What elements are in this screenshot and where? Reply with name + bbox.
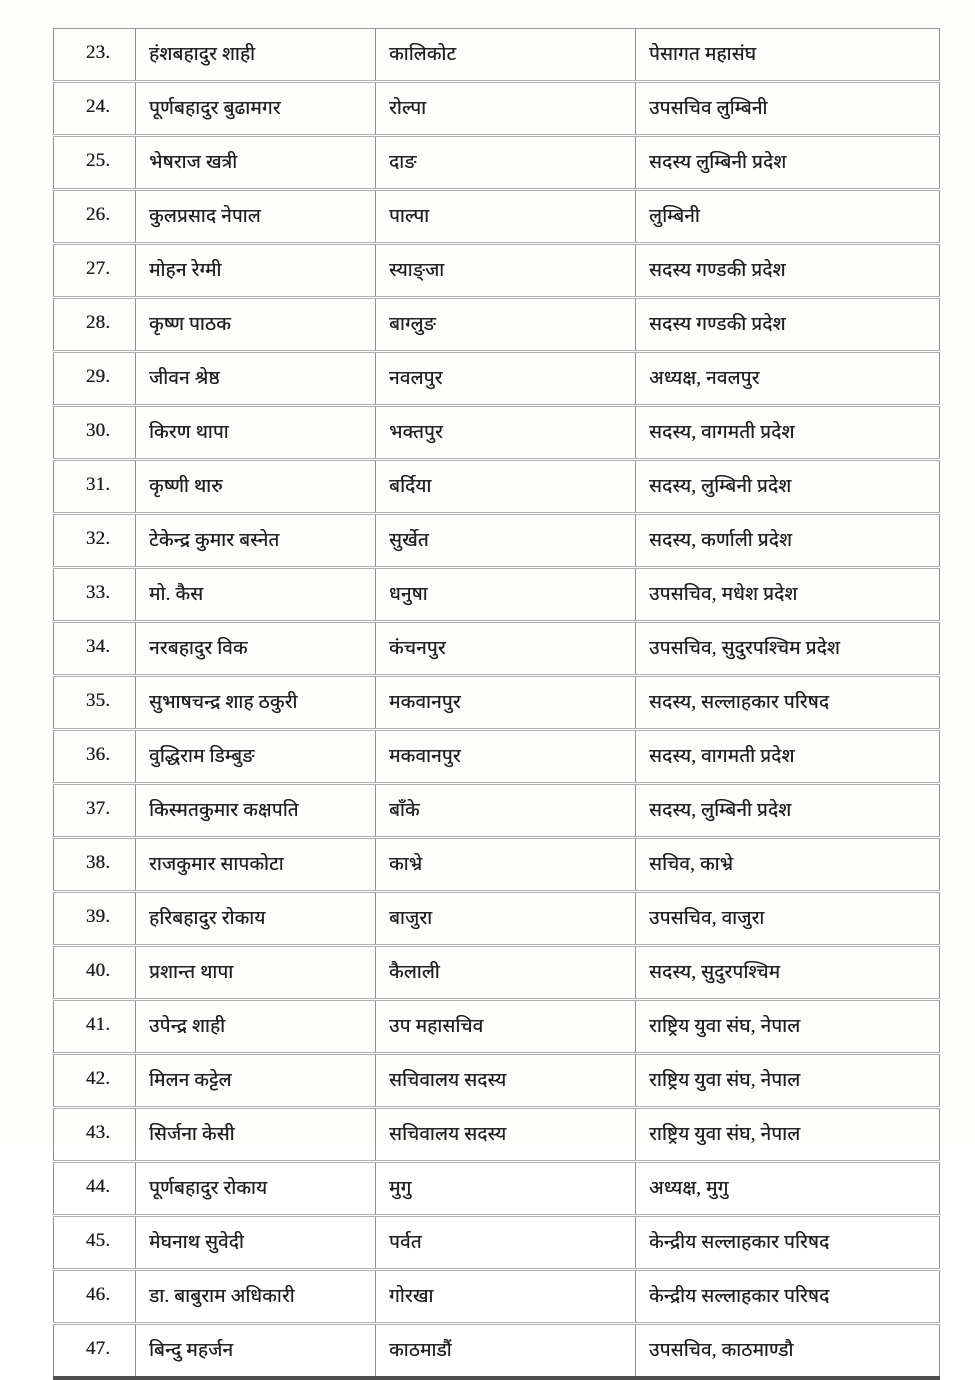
table-row: [54, 136, 940, 190]
table-row: [54, 784, 940, 838]
name-cell: मेघनाथ सुवेदी: [136, 1216, 376, 1270]
table-row: [54, 244, 940, 298]
serial-cell: 29.: [54, 352, 136, 406]
district-cell: धनुषा: [376, 568, 636, 622]
position-cell: सदस्य, वागमती प्रदेश: [636, 406, 940, 460]
member-roster-table: [53, 28, 940, 1380]
table-row: [54, 1108, 940, 1162]
district-cell: पर्वत: [376, 1216, 636, 1270]
serial-cell: 32.: [54, 514, 136, 568]
position-cell: राष्ट्रिय युवा संघ, नेपाल: [636, 1108, 940, 1162]
position-cell: सदस्य, वागमती प्रदेश: [636, 730, 940, 784]
serial-cell: 43.: [54, 1108, 136, 1162]
table-row: [54, 82, 940, 136]
district-cell: दाङ: [376, 136, 636, 190]
serial-cell: 31.: [54, 460, 136, 514]
district-cell: स्याङ्जा: [376, 244, 636, 298]
name-cell: राजकुमार सापकोटा: [136, 838, 376, 892]
name-cell: मो. कैस: [136, 568, 376, 622]
district-cell: बाँके: [376, 784, 636, 838]
position-cell: सदस्य गण्डकी प्रदेश: [636, 244, 940, 298]
district-cell: भक्तपुर: [376, 406, 636, 460]
position-cell: उपसचिव, वाजुरा: [636, 892, 940, 946]
serial-cell: 25.: [54, 136, 136, 190]
table-row: [54, 1054, 940, 1108]
name-cell: उपेन्द्र शाही: [136, 1000, 376, 1054]
district-cell: सचिवालय सदस्य: [376, 1108, 636, 1162]
serial-cell: 39.: [54, 892, 136, 946]
serial-cell: 27.: [54, 244, 136, 298]
position-cell: राष्ट्रिय युवा संघ, नेपाल: [636, 1054, 940, 1108]
position-cell: सदस्य लुम्बिनी प्रदेश: [636, 136, 940, 190]
district-cell: बर्दिया: [376, 460, 636, 514]
name-cell: किस्मतकुमार कक्षपति: [136, 784, 376, 838]
position-cell: उपसचिव, काठमाण्डौ: [636, 1324, 940, 1379]
name-cell: जीवन श्रेष्ठ: [136, 352, 376, 406]
table-body: [54, 29, 940, 1379]
name-cell: हंशबहादुर शाही: [136, 29, 376, 82]
table-row: [54, 298, 940, 352]
table-row: [54, 190, 940, 244]
serial-cell: 28.: [54, 298, 136, 352]
serial-cell: 42.: [54, 1054, 136, 1108]
position-cell: उपसचिव, मधेश प्रदेश: [636, 568, 940, 622]
position-cell: सदस्य, लुम्बिनी प्रदेश: [636, 784, 940, 838]
serial-cell: 47.: [54, 1324, 136, 1379]
district-cell: काभ्रे: [376, 838, 636, 892]
district-cell: मुगु: [376, 1162, 636, 1216]
table-row: [54, 730, 940, 784]
name-cell: हरिबहादुर रोकाय: [136, 892, 376, 946]
serial-cell: 35.: [54, 676, 136, 730]
district-cell: कालिकोट: [376, 29, 636, 82]
table-row: [54, 676, 940, 730]
name-cell: पूर्णबहादुर बुढामगर: [136, 82, 376, 136]
serial-cell: 46.: [54, 1270, 136, 1324]
position-cell: पेसागत महासंघ: [636, 29, 940, 82]
district-cell: मकवानपुर: [376, 676, 636, 730]
district-cell: बाग्लुङ: [376, 298, 636, 352]
district-cell: सुर्खेत: [376, 514, 636, 568]
serial-cell: 44.: [54, 1162, 136, 1216]
position-cell: सदस्य, सुदुरपश्चिम: [636, 946, 940, 1000]
district-cell: बाजुरा: [376, 892, 636, 946]
name-cell: कृष्णी थारु: [136, 460, 376, 514]
district-cell: नवलपुर: [376, 352, 636, 406]
position-cell: राष्ट्रिय युवा संघ, नेपाल: [636, 1000, 940, 1054]
serial-cell: 36.: [54, 730, 136, 784]
position-cell: सदस्य, लुम्बिनी प्रदेश: [636, 460, 940, 514]
district-cell: मकवानपुर: [376, 730, 636, 784]
district-cell: कंचनपुर: [376, 622, 636, 676]
district-cell: रोल्पा: [376, 82, 636, 136]
name-cell: मिलन कट्टेल: [136, 1054, 376, 1108]
serial-cell: 38.: [54, 838, 136, 892]
name-cell: सिर्जना केसी: [136, 1108, 376, 1162]
name-cell: किरण थापा: [136, 406, 376, 460]
table-row: [54, 1162, 940, 1216]
name-cell: सुभाषचन्द्र शाह ठकुरी: [136, 676, 376, 730]
name-cell: टेकेन्द्र कुमार बस्नेत: [136, 514, 376, 568]
serial-cell: 33.: [54, 568, 136, 622]
position-cell: सचिव, काभ्रे: [636, 838, 940, 892]
table-row: [54, 1000, 940, 1054]
name-cell: बिन्दु महर्जन: [136, 1324, 376, 1379]
district-cell: पाल्पा: [376, 190, 636, 244]
serial-cell: 45.: [54, 1216, 136, 1270]
position-cell: सदस्य गण्डकी प्रदेश: [636, 298, 940, 352]
position-cell: सदस्य, सल्लाहकार परिषद: [636, 676, 940, 730]
serial-cell: 24.: [54, 82, 136, 136]
name-cell: कृष्ण पाठक: [136, 298, 376, 352]
table-row: [54, 29, 940, 82]
district-cell: काठमाडौं: [376, 1324, 636, 1379]
serial-cell: 23.: [54, 29, 136, 82]
position-cell: उपसचिव लुम्बिनी: [636, 82, 940, 136]
name-cell: नरबहादुर विक: [136, 622, 376, 676]
district-cell: उप महासचिव: [376, 1000, 636, 1054]
table-row: [54, 568, 940, 622]
name-cell: भेषराज खत्री: [136, 136, 376, 190]
position-cell: केन्द्रीय सल्लाहकार परिषद: [636, 1270, 940, 1324]
table-row: [54, 946, 940, 1000]
table-row: [54, 352, 940, 406]
serial-cell: 41.: [54, 1000, 136, 1054]
table-row: [54, 892, 940, 946]
table-row: [54, 406, 940, 460]
position-cell: अध्यक्ष, मुगु: [636, 1162, 940, 1216]
table-row: [54, 622, 940, 676]
name-cell: पूर्णबहादुर रोकाय: [136, 1162, 376, 1216]
serial-cell: 37.: [54, 784, 136, 838]
district-cell: सचिवालय सदस्य: [376, 1054, 636, 1108]
serial-cell: 30.: [54, 406, 136, 460]
name-cell: मोहन रेग्मी: [136, 244, 376, 298]
name-cell: कुलप्रसाद नेपाल: [136, 190, 376, 244]
table-row: [54, 1324, 940, 1379]
district-cell: कैलाली: [376, 946, 636, 1000]
position-cell: अध्यक्ष, नवलपुर: [636, 352, 940, 406]
table-row: [54, 1270, 940, 1324]
name-cell: डा. बाबुराम अधिकारी: [136, 1270, 376, 1324]
position-cell: सदस्य, कर्णाली प्रदेश: [636, 514, 940, 568]
position-cell: लुम्बिनी: [636, 190, 940, 244]
table-row: [54, 1216, 940, 1270]
table-row: [54, 838, 940, 892]
district-cell: गोरखा: [376, 1270, 636, 1324]
name-cell: वुद्धिराम डिम्बुङ: [136, 730, 376, 784]
name-cell: प्रशान्त थापा: [136, 946, 376, 1000]
serial-cell: 34.: [54, 622, 136, 676]
position-cell: उपसचिव, सुदुरपश्चिम प्रदेश: [636, 622, 940, 676]
serial-cell: 26.: [54, 190, 136, 244]
table-row: [54, 514, 940, 568]
serial-cell: 40.: [54, 946, 136, 1000]
table-row: [54, 460, 940, 514]
position-cell: केन्द्रीय सल्लाहकार परिषद: [636, 1216, 940, 1270]
